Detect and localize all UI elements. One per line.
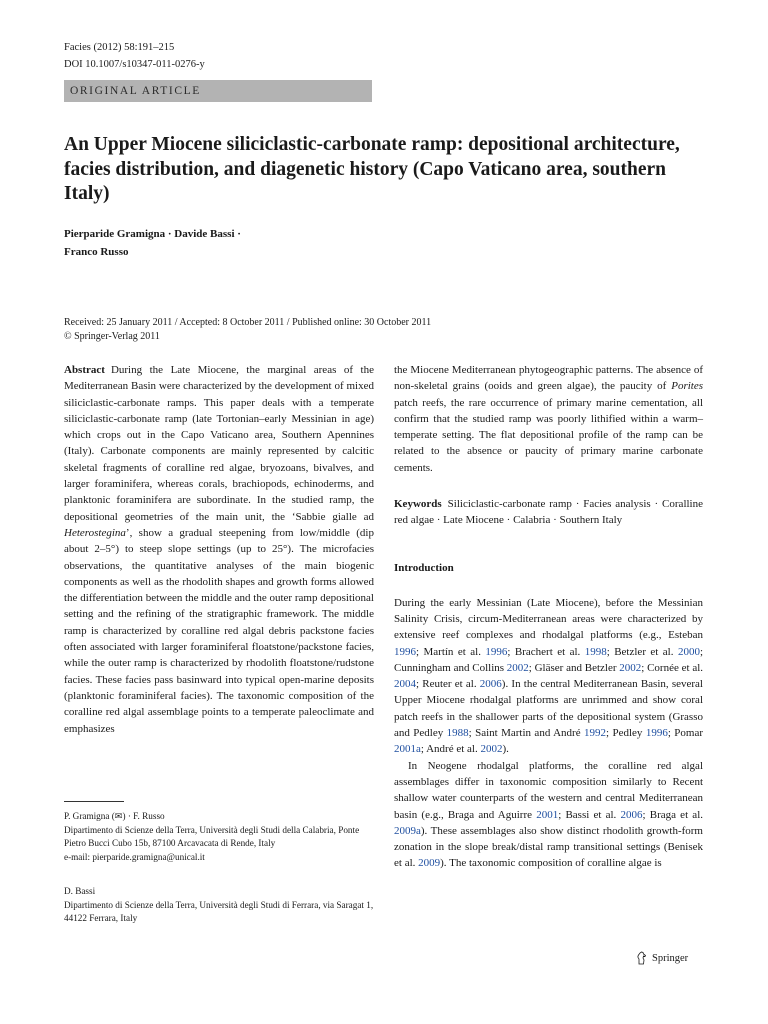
intro-p1-text: ; Reuter et al. xyxy=(416,678,480,691)
intro-p1-text: ; Betzler et al. xyxy=(606,645,678,658)
intro-p1-text: ; Saint Martin and André xyxy=(468,727,585,740)
keywords-label: Keywords xyxy=(394,498,442,511)
publisher-name: Springer xyxy=(652,952,689,964)
intro-p1-text: ; Brachert et al. xyxy=(507,645,585,658)
publication-dates xyxy=(64,316,704,344)
affiliation-1-email[interactable]: e-mail: pierparide.gramigna@unical.it xyxy=(64,851,205,862)
abstract-text-1: During the Late Miocene, the marginal areas of the Mediterranean Basin were characterized by the development of mixed siliciclastic-carbonate ramps. This paper deals with a temperate siliciclastic-carbonate ramp (late Tortonian–early Messinian in age) which crops out in the Capo Vaticano area, Southern Apennines (Italy). Carbonate components are mainly represented by calcitic skeletal fragments of coralline red algae, bryozoans, bivalves, and larger foraminifera, whereas corals, brachiopods, echinoderms, and planktonic foraminifera are subordinate. In the studied ramp, the depositional geometries of the main unit, the ‘Sabbie gialle ad xyxy=(64,364,374,523)
dates-line: Received: 25 January 2011 / Accepted: 8 October 2011 / Published online: 30 October 2011 xyxy=(64,317,432,328)
article-title: An Upper Miocene siliciclastic-carbonate ramp: depositional architecture, facies distribution, and diagenetic history (Capo Vaticano area, southern Italy) xyxy=(64,134,680,204)
abstract-text-3: the Miocene Mediterranean phytogeographic patterns. The absence of non-skeletal grains (ooids and green algae), the paucity of xyxy=(394,364,703,393)
right-column xyxy=(394,362,703,872)
intro-p1-text: ; Cunningham and Collins xyxy=(394,645,703,674)
intro-p2-text: ; Bassi et al. xyxy=(558,808,621,821)
journal-citation: Facies (2012) 58:191–215 xyxy=(64,42,175,53)
intro-p2-text: In Neogene rhodalgal platforms, the coralline red algal assemblages differ in taxonomic composition similarly to Recent shallow water counterparts of the western and central Mediterranean basin (e.g., Braga and Aguirre xyxy=(394,759,703,821)
intro-p1-text: ; Martín et al. xyxy=(416,645,486,658)
citation-link[interactable]: 2004 xyxy=(394,678,416,691)
citation-link[interactable]: 2002 xyxy=(480,743,503,756)
introduction-paragraph-1 xyxy=(394,595,703,758)
affiliation-2-address: Dipartimento di Scienze della Terra, Università degli Studi di Ferrara, via Saragat 1, 44122 Ferrara, Italy xyxy=(64,899,374,924)
intro-p1-text: ; Cornée et al. xyxy=(641,661,704,674)
citation-link[interactable]: 2006 xyxy=(479,678,502,691)
introduction-heading: Introduction xyxy=(394,561,454,574)
keywords xyxy=(394,496,703,529)
abstract-paragraph xyxy=(64,362,374,737)
affiliation-1 xyxy=(64,810,374,864)
citation-link[interactable]: 1988 xyxy=(446,727,469,740)
author-list xyxy=(64,226,364,261)
abstract-text-2: ’, show a gradual steepening from low/middle (dip about 2–5°) to steep slope settings (up to 25°). The microfacies observations, the quantitative analyses of the main biogenic components as well as the rhodolith shapes and growth forms allowed the differentiation between the middle and the outer ramp depositional setting and the refining of the stratigraphic framework. The middle ramp is characterized by coralline red algal debris packstone facies often associated with larger foraminiferal floatstone/packstone facies, while the outer ramp is characterized by rhodolith floatstone/rudstone facies. These facies pass basinward into typical open-marine deposits (planktonic foraminiferal facies). The taxonomic composition of the coralline red algal assemblage points to a temperate paleoclimate and emphasizes xyxy=(64,526,374,735)
citation-link[interactable]: 2009a xyxy=(394,824,421,837)
intro-p1-text: ; André et al. xyxy=(420,743,481,756)
citation-link[interactable]: 2001a xyxy=(394,743,421,756)
affiliation-1-address: Dipartimento di Scienze della Terra, Università degli Studi della Calabria, Ponte Pietro Bucci Cubo 15b, 87100 Arcavacata di Rende, Italy xyxy=(64,824,360,849)
authors-line-1: Pierparide Gramigna · Davide Bassi · xyxy=(64,228,241,240)
abstract-text-4: patch reefs, the rare occurrence of primary marine cementation, all confirm that the studied ramp was poorly lithified within a warm–temperate setting. The flat depositional profile of the ramp can be related to the absence or paucity of primary marine carbonate cements. xyxy=(394,396,703,474)
citation-link[interactable]: 1996 xyxy=(645,727,668,740)
intro-p1-text: ; Pomar xyxy=(667,727,704,740)
intro-p1-text: ). In the central Mediterranean Basin, several Upper Miocene rhodalgal platforms are unrimmed and show coral patch reefs in the shallower parts of the depositional system (Grasso and Pedley xyxy=(394,678,703,740)
citation-link[interactable]: 1996 xyxy=(394,645,416,658)
intro-p1-text: ). xyxy=(502,743,509,756)
citation-link[interactable]: 2001 xyxy=(536,808,559,821)
doi: DOI 10.1007/s10347-011-0276-y xyxy=(64,59,205,70)
affiliation-2-authors: D. Bassi xyxy=(64,886,96,896)
abstract-italic-1: Heterostegina xyxy=(64,526,126,539)
citation-link[interactable]: 2002 xyxy=(506,661,529,674)
article-type-banner: ORIGINAL ARTICLE xyxy=(64,80,372,102)
citation-link[interactable]: 2006 xyxy=(620,808,643,821)
intro-p2-text: ). These assemblages also show distinct rhodolith growth-form zonation in the slope break/distal ramp transitional settings (Benisek et al. xyxy=(394,824,703,870)
intro-p2-text: ; Braga et al. xyxy=(642,808,703,821)
affiliation-2 xyxy=(64,885,374,926)
citation-link[interactable]: 2009 xyxy=(418,857,441,870)
copyright-line: © Springer-Verlag 2011 xyxy=(64,331,160,342)
abstract-continued xyxy=(394,362,703,476)
citation-link[interactable]: 2002 xyxy=(619,661,642,674)
affiliation-1-authors: P. Gramigna (✉) · F. Russo xyxy=(64,811,165,821)
intro-p1-text: ; Gläser and Betzler xyxy=(528,661,620,674)
citation-link[interactable]: 1996 xyxy=(485,645,508,658)
springer-horse-icon xyxy=(636,951,647,965)
intro-p1-text: ; Pedley xyxy=(606,727,646,740)
citation-link[interactable]: 1998 xyxy=(584,645,607,658)
publisher-logo xyxy=(636,951,688,965)
authors-line-2: Franco Russo xyxy=(64,245,129,258)
journal-meta xyxy=(64,39,205,73)
left-column xyxy=(64,362,374,737)
intro-p1-text: During the early Messinian (Late Miocene), before the Messinian Salinity Crisis, circum-Mediterranean areas were characterized by extensive reef complexes and rhodalgal platforms (e.g., Esteban xyxy=(394,596,703,642)
abstract-italic-2: Porites xyxy=(671,380,703,393)
footnote-rule xyxy=(64,801,124,802)
citation-link[interactable]: 2000 xyxy=(677,645,700,658)
intro-p2-text: ). The taxonomic composition of coralline algae is xyxy=(440,857,662,870)
introduction-paragraph-2 xyxy=(394,758,703,872)
keywords-text: Siliciclastic-carbonate ramp · Facies analysis · Coralline red algae · Late Miocene · Calabria · Southern Italy xyxy=(394,498,703,527)
abstract-label: Abstract xyxy=(64,364,105,376)
citation-link[interactable]: 1992 xyxy=(584,727,607,740)
